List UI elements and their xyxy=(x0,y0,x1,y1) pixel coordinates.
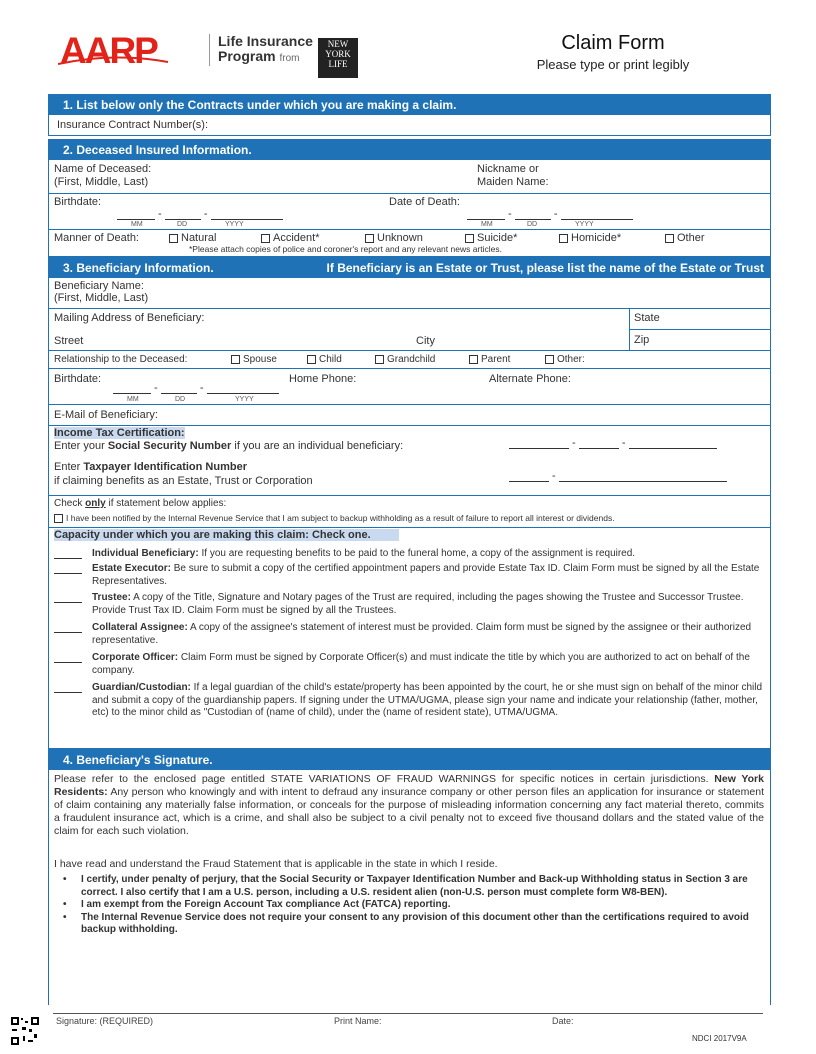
state-label: State xyxy=(634,312,660,324)
manner-suicide-option[interactable] xyxy=(465,232,517,244)
beneficiary-dd-hint: DD xyxy=(175,396,186,403)
print-name-label: Print Name: xyxy=(334,1016,382,1026)
birth-yyyy-hint: YYYY xyxy=(225,221,244,228)
capacity-item-text: Be sure to submit a copy of the certified appointment papers and provide Estate Tax ID. Claim Form must be signed by all the Estate Representatives. xyxy=(92,563,760,587)
date-of-death-field[interactable]: - - xyxy=(467,208,633,220)
relationship-other-label: Other: xyxy=(557,354,585,365)
deceased-name-hint: (First, Middle, Last) xyxy=(54,176,149,188)
signature-section xyxy=(48,770,771,1005)
contract-number-row[interactable] xyxy=(48,115,771,136)
manner-unknown-option[interactable] xyxy=(365,232,423,244)
capacity-item-text: If a legal guardian of the child's estate/property has been appointed by the court, he or she must sign on behalf of the minor child and submit a copy of the guardianship papers. If signing under the UTMA/UGMA, please sign your name and indicate your relationship (father, mother, etc) to the minor child as "Custodian of (name of child), under the (name of resident state), UTMA/UGMA. xyxy=(92,682,763,718)
capacity-trustee[interactable] xyxy=(54,592,744,616)
program-name xyxy=(209,34,313,66)
alternate-phone-label: Alternate Phone: xyxy=(489,373,571,385)
section-4-header xyxy=(48,749,771,770)
manner-of-death-label: Manner of Death: xyxy=(54,232,139,244)
fraud-statement-acknowledgement: I have read and understand the Fraud Statement that is applicable in the state in which I reside. xyxy=(54,858,498,870)
section-4-title: 4. Beneficiary's Signature. xyxy=(63,753,213,767)
manner-note: *Please attach copies of police and coroner's report and any relevant news articles. xyxy=(189,244,502,254)
ssn-suffix: if you are an individual beneficiary: xyxy=(231,440,404,452)
beneficiary-name-hint: (First, Middle, Last) xyxy=(54,292,149,304)
certification-bullet: • I certify, under penalty of perjury, that the Social Security or Taxpayer Identification Number and Back-up Withholding status in Section 3 are correct. I also certify that I am a U.S. person, including a U.S. resident alien (non-U.S. person must complete form W8-BEN). xyxy=(63,874,763,899)
capacity-corporate-officer[interactable] xyxy=(54,652,750,676)
relationship-child-option[interactable] xyxy=(307,354,342,365)
birth-dd-hint: DD xyxy=(177,221,188,228)
relationship-row xyxy=(48,351,771,369)
capacity-item-text: A copy of the assignee's statement of interest must be provided. Claim form must be signed by the assignee or their authorized representative. xyxy=(92,622,752,646)
beneficiary-yyyy-hint: YYYY xyxy=(235,396,254,403)
check-suffix: if statement below applies: xyxy=(105,498,227,509)
nyl-line-1: NEW xyxy=(327,39,349,49)
relationship-other-option[interactable] xyxy=(545,354,585,365)
contract-number-label: Insurance Contract Number(s): xyxy=(57,119,208,131)
program-from: from xyxy=(279,53,300,64)
capacity-item-title: Corporate Officer: xyxy=(92,652,179,663)
manner-other-label: Other xyxy=(677,232,705,244)
death-dd-hint: DD xyxy=(527,221,538,228)
beneficiary-name-row[interactable] xyxy=(48,278,771,309)
capacity-item-title: Trustee: xyxy=(92,592,131,603)
section-3-estate-note: If Beneficiary is an Estate or Trust, please list the name of the Estate or Trust xyxy=(326,261,764,275)
backup-withholding-option[interactable] xyxy=(54,513,615,523)
manner-homicide-option[interactable] xyxy=(559,232,621,244)
section-1-header xyxy=(48,94,771,115)
checkbox-icon[interactable] xyxy=(261,234,270,243)
manner-natural-label: Natural xyxy=(181,232,217,244)
checkbox-icon[interactable] xyxy=(365,234,374,243)
form-header xyxy=(48,20,771,92)
manner-of-death-row xyxy=(48,230,771,257)
manner-natural-option[interactable] xyxy=(169,232,216,244)
capacity-item-title: Estate Executor: xyxy=(92,563,171,574)
certification-bullet: • The Internal Revenue Service does not require your consent to any provision of this document other than the certifications required to avoid backup withholding. xyxy=(63,912,763,937)
checkbox-icon[interactable] xyxy=(169,234,178,243)
checkbox-icon[interactable] xyxy=(465,234,474,243)
section-3-title: 3. Beneficiary Information. xyxy=(63,261,214,275)
beneficiary-birthdate-label: Birthdate: xyxy=(54,373,102,385)
zip-label: Zip xyxy=(634,334,650,346)
date-of-death-label: Date of Death: xyxy=(389,196,460,208)
signature-label: Signature: (REQUIRED) xyxy=(56,1016,154,1026)
section-1-title: 1. List below only the Contracts under which you are making a claim. xyxy=(63,98,457,112)
deceased-dates-row[interactable] xyxy=(48,194,771,230)
new-york-life-logo xyxy=(318,38,358,78)
city-label: City xyxy=(416,335,435,347)
tin-prefix: Enter xyxy=(54,461,84,473)
nyl-line-3: LIFE xyxy=(328,59,348,69)
deceased-birthdate-label: Birthdate: xyxy=(54,196,102,208)
section-2-header xyxy=(48,139,771,160)
death-mm-hint: MM xyxy=(481,221,493,228)
capacity-item-text: A copy of the Title, Signature and Notary pages of the Trust are required, including the pages showing the Trustee and Successor Trustee. Provide Trust Tax ID. Claim Form must be signed by all the Trustees. xyxy=(92,592,744,616)
relationship-label: Relationship to the Deceased: xyxy=(54,354,188,365)
capacity-check-line[interactable] xyxy=(54,563,82,574)
capacity-check-line[interactable] xyxy=(54,548,82,559)
relationship-spouse-label: Spouse xyxy=(243,354,277,365)
death-yyyy-hint: YYYY xyxy=(575,221,594,228)
checkbox-icon[interactable] xyxy=(231,355,240,364)
capacity-check-line[interactable] xyxy=(54,652,82,663)
beneficiary-email-row[interactable] xyxy=(48,405,771,426)
relationship-child-label: Child xyxy=(319,354,342,365)
email-label: E-Mail of Beneficiary: xyxy=(54,409,158,421)
capacity-title: Capacity under which you are making this claim: Check one. xyxy=(54,529,399,541)
relationship-parent-option[interactable] xyxy=(469,354,510,365)
manner-homicide-label: Homicide* xyxy=(571,232,622,244)
fraud-warning-intro: Please refer to the enclosed page entitled STATE VARIATIONS OF FRAUD WARNINGS for specific notices in certain jurisdictions. xyxy=(54,773,715,785)
capacity-individual-beneficiary[interactable] xyxy=(54,548,636,561)
capacity-item-title: Guardian/Custodian: xyxy=(92,682,191,693)
section-2-title: 2. Deceased Insured Information. xyxy=(63,143,252,157)
checkbox-icon[interactable] xyxy=(545,355,554,364)
qr-code-icon xyxy=(10,1016,40,1046)
ssn-field[interactable]: - - xyxy=(509,437,717,449)
ssn-bold: Social Security Number xyxy=(107,440,232,452)
form-code: NDCI 2017V9A xyxy=(692,1034,747,1043)
state-field[interactable] xyxy=(629,309,771,330)
new-york-residents-label: New York Residents: xyxy=(54,773,764,798)
nyl-line-2: YORK xyxy=(325,49,351,59)
mailing-address-label: Mailing Address of Beneficiary: xyxy=(54,312,205,324)
capacity-estate-executor[interactable] xyxy=(54,563,760,587)
manner-unknown-label: Unknown xyxy=(377,232,423,244)
section-3-header xyxy=(48,257,771,278)
manner-other-option[interactable] xyxy=(665,232,705,244)
relationship-grandchild-option[interactable] xyxy=(375,354,435,365)
home-phone-label: Home Phone: xyxy=(289,373,357,385)
tin-line-2: if claiming benefits as an Estate, Trust or Corporation xyxy=(54,475,313,487)
checkbox-icon[interactable] xyxy=(469,355,478,364)
checkbox-icon[interactable] xyxy=(307,355,316,364)
fraud-warning-body: Any person who knowingly and with intent to defraud any insurance company or other person files an application for insurance or statement of claim containing any materially false information, or conceals for the purpose of misleading information concerning any fact material thereto, commits a fraudulent insurance act, which is a crime, and shall also be subject to a civil penalty not to exceed five thousand dollars and the stated value of the claim for each such violation. xyxy=(54,786,764,837)
checkbox-icon[interactable] xyxy=(375,355,384,364)
relationship-grandchild-label: Grandchild xyxy=(387,354,436,365)
aarp-logo xyxy=(60,30,157,72)
tin-field[interactable]: - xyxy=(509,470,727,482)
backup-withholding-row xyxy=(48,496,771,528)
beneficiary-birthdate-field[interactable]: - - xyxy=(113,382,279,394)
signature-line[interactable] xyxy=(53,1013,763,1014)
relationship-parent-label: Parent xyxy=(481,354,511,365)
ssn-prefix: Enter your xyxy=(54,440,108,452)
capacity-check-line[interactable] xyxy=(54,682,82,693)
tin-bold: Taxpayer Identification Number xyxy=(83,461,247,473)
beneficiary-name-label: Beneficiary Name: xyxy=(54,280,144,292)
checkbox-icon[interactable] xyxy=(559,234,568,243)
program-line-2: Program xyxy=(218,48,276,64)
manner-suicide-label: Suicide* xyxy=(477,232,518,244)
birth-mm-hint: MM xyxy=(131,221,143,228)
nickname-label-1: Nickname or xyxy=(477,163,539,175)
nickname-label-2: Maiden Name: xyxy=(477,176,549,188)
aarp-swoosh-icon xyxy=(58,56,168,66)
fraud-warning-paragraph xyxy=(54,773,764,838)
beneficiary-mm-hint: MM xyxy=(127,396,139,403)
backup-withholding-statement: I have been notified by the Internal Revenue Service that I am subject to backup withholding as a result of failure to report all interest or dividends. xyxy=(66,513,615,523)
check-prefix: Check xyxy=(54,498,86,509)
zip-field[interactable] xyxy=(629,330,771,350)
relationship-spouse-option[interactable] xyxy=(231,354,277,365)
deceased-name-row[interactable] xyxy=(48,160,771,194)
capacity-collateral-assignee[interactable] xyxy=(54,622,752,646)
claim-form-page xyxy=(48,20,771,1020)
manner-accident-option[interactable] xyxy=(261,232,319,244)
deceased-birthdate-field[interactable]: - - xyxy=(117,208,283,220)
capacity-guardian-custodian[interactable] xyxy=(54,682,763,718)
certification-bullets xyxy=(63,874,763,937)
beneficiary-address-row xyxy=(48,309,771,351)
form-title: Claim Form xyxy=(561,32,665,54)
beneficiary-contact-row[interactable] xyxy=(48,369,771,405)
checkbox-icon[interactable] xyxy=(54,514,63,523)
tax-cert-title: Income Tax Certification: xyxy=(54,427,185,439)
street-label: Street xyxy=(54,335,84,347)
deceased-name-label: Name of Deceased: xyxy=(54,163,152,175)
form-subtitle: Please type or print legibly xyxy=(536,57,690,72)
capacity-check-line[interactable] xyxy=(54,592,82,603)
aarp-logo-text: AARP xyxy=(60,30,157,71)
capacity-item-title: Individual Beneficiary: xyxy=(92,548,199,559)
income-tax-certification-block xyxy=(48,426,771,496)
check-bold: only xyxy=(85,498,106,509)
checkbox-icon[interactable] xyxy=(665,234,674,243)
capacity-block xyxy=(48,528,771,749)
manner-accident-label: Accident* xyxy=(273,232,320,244)
program-line-1: Life Insurance xyxy=(218,33,313,49)
certification-bullet: • I am exempt from the Foreign Account Tax compliance Act (FATCA) reporting. xyxy=(63,899,763,912)
capacity-check-line[interactable] xyxy=(54,622,82,633)
capacity-item-text: Claim Form must be signed by Corporate Officer(s) and must indicate the title by which you are authorized to act on behalf of the company. xyxy=(92,652,750,676)
capacity-item-text: If you are requesting benefits to be paid to the funeral home, a copy of the assignment is required. xyxy=(198,548,636,559)
capacity-item-title: Collateral Assignee: xyxy=(92,622,188,633)
date-label: Date: xyxy=(552,1016,574,1026)
